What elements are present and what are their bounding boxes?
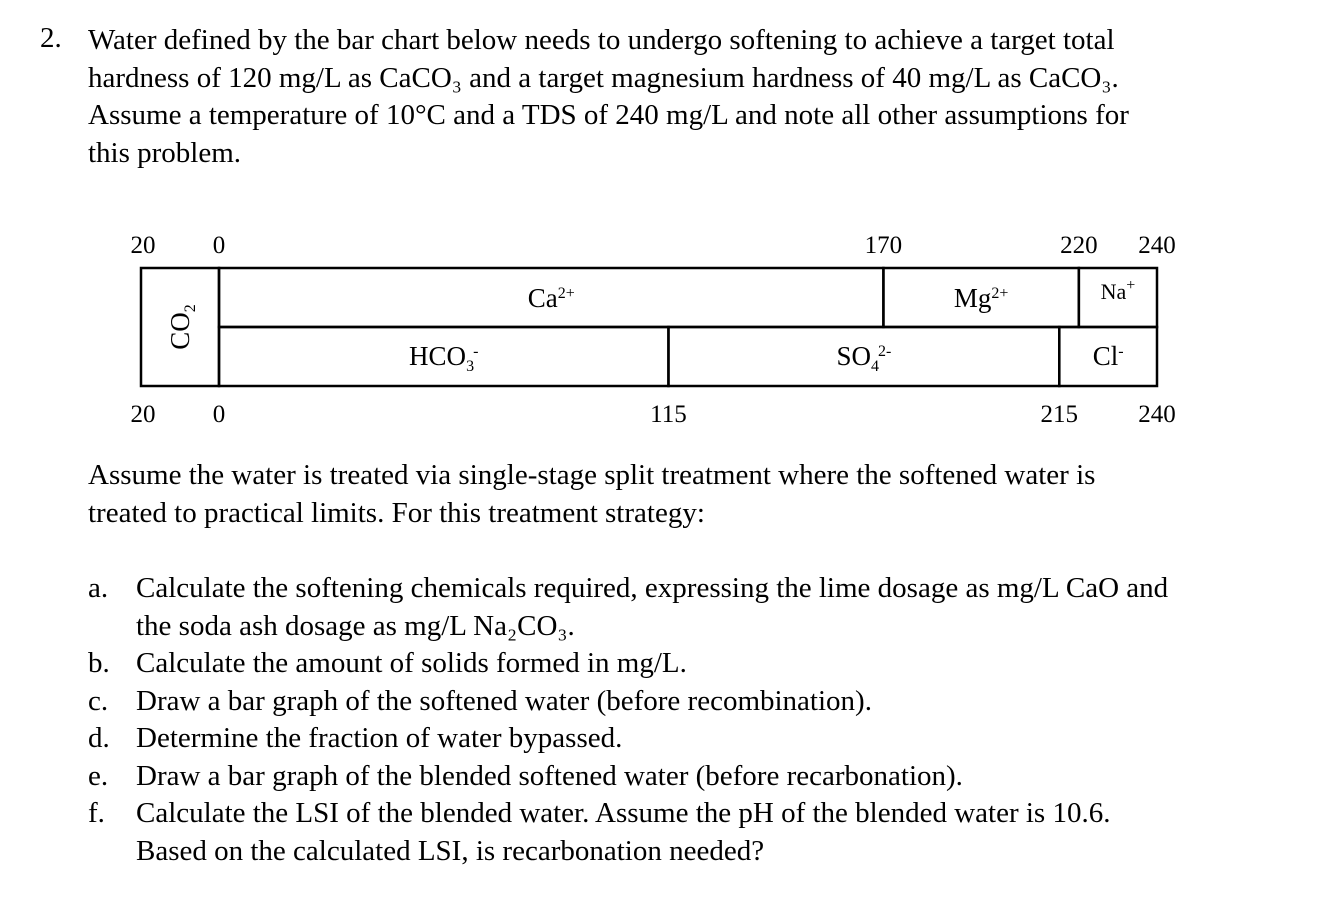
part-letter: c.: [88, 684, 109, 717]
description-line: Assume the water is treated via single-stage split treatment where the softened water is: [88, 459, 1096, 491]
part-line: Calculate the LSI of the blended water. Assume the pH of the blended water is 10.6.: [136, 797, 1111, 829]
top-tick-220: 220: [1060, 232, 1098, 259]
bottom-tick-215: 215: [1040, 401, 1079, 428]
intro-line: Assume a temperature of 10°C and a TDS of 240 mg/L and note all other assumptions for: [88, 99, 1129, 131]
anion-label-hco: $HCO_3-$: [409, 341, 479, 375]
part-line: Determine the fraction of water bypassed.: [136, 722, 623, 754]
top-tick-0: 0: [212, 232, 226, 259]
bottom-tick-115: 115: [650, 401, 687, 428]
part-letter: e.: [88, 759, 109, 792]
part-line: Calculate the amount of solids formed in mg/L.: [136, 647, 687, 679]
anion-label-so: $SO_42-$: [836, 341, 892, 375]
bottom-tick-0: 0: [212, 401, 226, 428]
description-line: treated to practical limits. For this treatment strategy:: [88, 496, 705, 529]
part-letter: d.: [88, 722, 110, 754]
intro-line: Water defined by the bar chart below needs to undergo softening to achieve a target total: [88, 24, 1115, 56]
part-letter: b.: [88, 647, 110, 679]
water-bar-chart: [0, 220, 1344, 440]
part-letter: f.: [88, 797, 105, 829]
part-line: the soda ash dosage as mg/L Na₂CO₃.: [136, 609, 575, 642]
part-line: Based on the calculated LSI, is recarbonation needed?: [136, 834, 765, 867]
intro-line: this problem.: [88, 136, 242, 169]
part-line: Draw a bar graph of the blended softened water (before recarbonation).: [136, 759, 963, 792]
problem-intro: [88, 22, 1308, 172]
co2-top-tick: 20: [130, 232, 156, 259]
question-part-c: [88, 683, 1338, 721]
cation-label-mg: $Mg^{2+}$: [953, 283, 1009, 313]
co2-label: $CO_2$: [165, 304, 199, 350]
problem-number: 2.: [40, 22, 62, 54]
top-tick-170: 170: [864, 232, 903, 259]
top-tick-240: 240: [1138, 232, 1176, 259]
question-part-a: [88, 570, 1338, 645]
co2-bottom-tick: 20: [130, 401, 156, 428]
question-part-f: [88, 795, 1338, 870]
cation-label-ca: $Ca^{2+}$: [527, 283, 575, 313]
question-part-e: [88, 758, 1338, 796]
cation-label-na: Na+: [1100, 277, 1136, 304]
part-letter: a.: [88, 572, 109, 604]
bottom-tick-240: 240: [1138, 401, 1176, 428]
anion-label-cl: Cl-: [1092, 341, 1124, 371]
part-line: Calculate the softening chemicals required, expressing the lime dosage as mg/L CaO and: [136, 572, 1169, 604]
question-parts: [88, 570, 1338, 870]
question-part-d: [88, 720, 1338, 758]
treatment-description: [88, 457, 1318, 532]
part-line: Draw a bar graph of the softened water (before recombination).: [136, 684, 872, 717]
question-part-b: [88, 645, 1338, 683]
intro-line: hardness of 120 mg/L as CaCO₃ and a target magnesium hardness of 40 mg/L as CaCO₃.: [88, 61, 1119, 94]
